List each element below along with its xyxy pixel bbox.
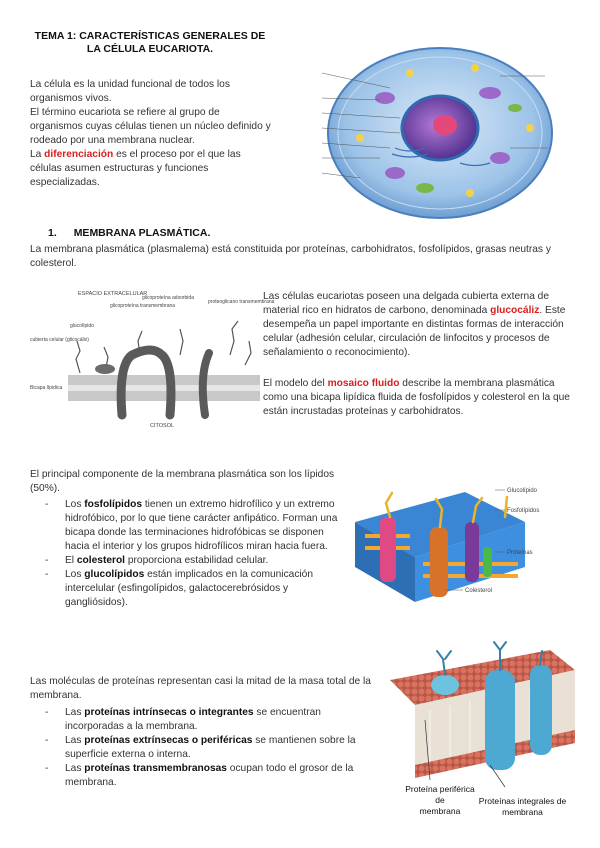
label-citosol: CITOSOL — [150, 423, 175, 429]
mosaico-text-1: El modelo del — [263, 378, 328, 389]
label-proteoglicano: proteoglicano transmembrana — [208, 299, 275, 305]
glucocalix-text-2: . Este desempeña un papel importante en distintas formas de interacción celular (adhesión celular, circulación de linfocitos y procesos de señalamiento o reconocimiento). — [263, 305, 566, 358]
list-item-glucolipidos — [45, 568, 350, 610]
intro-text — [30, 78, 275, 190]
label-proteinas: Proteínas — [507, 550, 533, 556]
mosaico-text-2: describe la membrana plasmática como una bicapa lipídica fluida de fosfolípidos y colesterol en la que están incrustadas proteínas y carbohidratos. — [263, 378, 570, 417]
label-integrales-line2: membrana — [502, 807, 543, 817]
label-periferica-line1: Proteína periférica de — [405, 784, 475, 805]
item-post: se mantienen sobre la superficie externa o interna. — [65, 735, 356, 760]
lipidos-list — [45, 498, 350, 610]
list-dash: - — [45, 763, 49, 774]
proteinas-list — [45, 706, 375, 790]
section-number: 1. — [48, 227, 57, 239]
item-post: se encuentran incorporadas a la membrana. — [65, 707, 321, 732]
lipidos-intro: El principal componente de la membrana plasmática son los lípidos (50%). — [30, 469, 335, 494]
intro-paragraph-1: La célula es la unidad funcional de todos los organismos vivos. — [30, 79, 230, 104]
item-pre: Los — [65, 569, 85, 580]
intro-p3-pre: La — [30, 149, 45, 160]
fluid-mosaic-illustration — [345, 462, 575, 612]
label-fosfolipidos: Fosfolípidos — [507, 508, 540, 514]
diferenciacion-term: diferenciación — [44, 149, 114, 160]
item-pre: Las — [65, 763, 85, 774]
item-post: proporciona estabilidad celular. — [125, 555, 269, 566]
list-item-colesterol — [45, 554, 350, 568]
label-glicoproteina-transmembrana: glicoproteína transmembrana — [110, 303, 176, 309]
item-bold: proteínas extrínsecas o periféricas — [84, 735, 253, 746]
intro-p3-post: es el proceso por el que las células asumen estructuras y funciones especializadas. — [30, 149, 241, 188]
label-periferica-line2: membrana — [419, 806, 461, 816]
list-item-proteinas-extrinsecas — [45, 734, 375, 762]
list-dash: - — [45, 499, 49, 510]
label-bicapa: Bicapa lípidica — [30, 385, 63, 391]
glucocalix-paragraph — [263, 290, 573, 360]
item-bold: glucolípidos — [84, 569, 145, 580]
label-proteinas-integrales — [470, 796, 575, 818]
item-pre: Los — [65, 499, 85, 510]
intro-paragraph-3 — [30, 148, 275, 190]
glucocalix-text-1: Las células eucariotas poseen una delgada cubierta externa de material rico en hidratos de carbono, denominada — [263, 291, 550, 316]
label-glicocalix: cubierta celular (glicocálix) — [30, 337, 89, 343]
intro-paragraph-2: El término eucariota se refiere al grupo de organismos cuyas células tienen un núcleo definido y rodeado por una membrana nuclear. — [30, 107, 271, 146]
glucocaliz-term: glucocáliz — [490, 305, 540, 316]
label-colesterol: Colesterol — [465, 588, 493, 594]
item-post: ocupan todo el grosor de la membrana. — [65, 763, 354, 788]
item-post: están implicados en la comunicación intercelular (esfingolípidos, galactocerebrósidos y gangliósidos). — [65, 569, 314, 608]
label-proteina-periferica — [400, 784, 480, 817]
list-item-proteinas-intrinsecas — [45, 706, 375, 734]
item-pre: Las — [65, 735, 85, 746]
item-bold: colesterol — [76, 555, 126, 566]
mosaico-paragraph — [263, 377, 573, 419]
title-line-2: LA CÉLULA EUCARIOTA. — [86, 43, 214, 55]
list-dash: - — [45, 735, 49, 746]
proteinas-intro: Las moléculas de proteínas representan casi la mitad de la masa total de la membrana. — [30, 676, 371, 701]
label-glucolipido: glucolípido — [70, 323, 94, 329]
title-line-1: TEMA 1: CARACTERÍSTICAS GENERALES DE — [34, 30, 266, 42]
item-post: tienen un extremo hidrofílico y un extremo hidrofóbico, por lo que tiene carácter anfipático. Forman una bicapa donde las terminaciones hidrofóbicas se disponen hacia el interior y los grupos hidrofílicos miran hacia fuera. — [65, 499, 338, 552]
page-title — [30, 30, 270, 56]
section-1-text: La membrana plasmática (plasmalema) está constituida por proteínas, carbohidratos, fosfolípidos, grasas neutras y colesterol. — [30, 244, 551, 269]
item-pre: Las — [65, 707, 85, 718]
section-title: MEMBRANA PLASMÁTICA. — [73, 227, 211, 239]
label-glucolipido-2: Glucolípido — [507, 488, 538, 494]
item-bold: proteínas transmembranosas — [84, 763, 227, 774]
list-dash: - — [45, 707, 49, 718]
item-bold: fosfolípidos — [84, 499, 142, 510]
mosaico-fluido-term: mosaico fluido — [327, 378, 400, 389]
list-item-fosfolipidos — [45, 498, 350, 554]
eukaryotic-cell-illustration — [300, 28, 570, 218]
item-pre: El — [65, 555, 77, 566]
list-dash: - — [45, 555, 49, 566]
membrane-glycocalyx-diagram — [30, 285, 275, 430]
label-integrales-line1: Proteínas integrales de — [478, 796, 567, 806]
list-item-proteinas-transmembranosas — [45, 762, 375, 790]
label-glicoproteina-adsorbida: glicoproteína adsorbida — [142, 295, 194, 301]
item-bold: proteínas intrínsecas o integrantes — [84, 707, 254, 718]
list-dash: - — [45, 569, 49, 580]
label-espacio-extracelular: ESPACIO EXTRACELULAR — [78, 291, 148, 297]
section-heading-membrana — [48, 227, 210, 239]
